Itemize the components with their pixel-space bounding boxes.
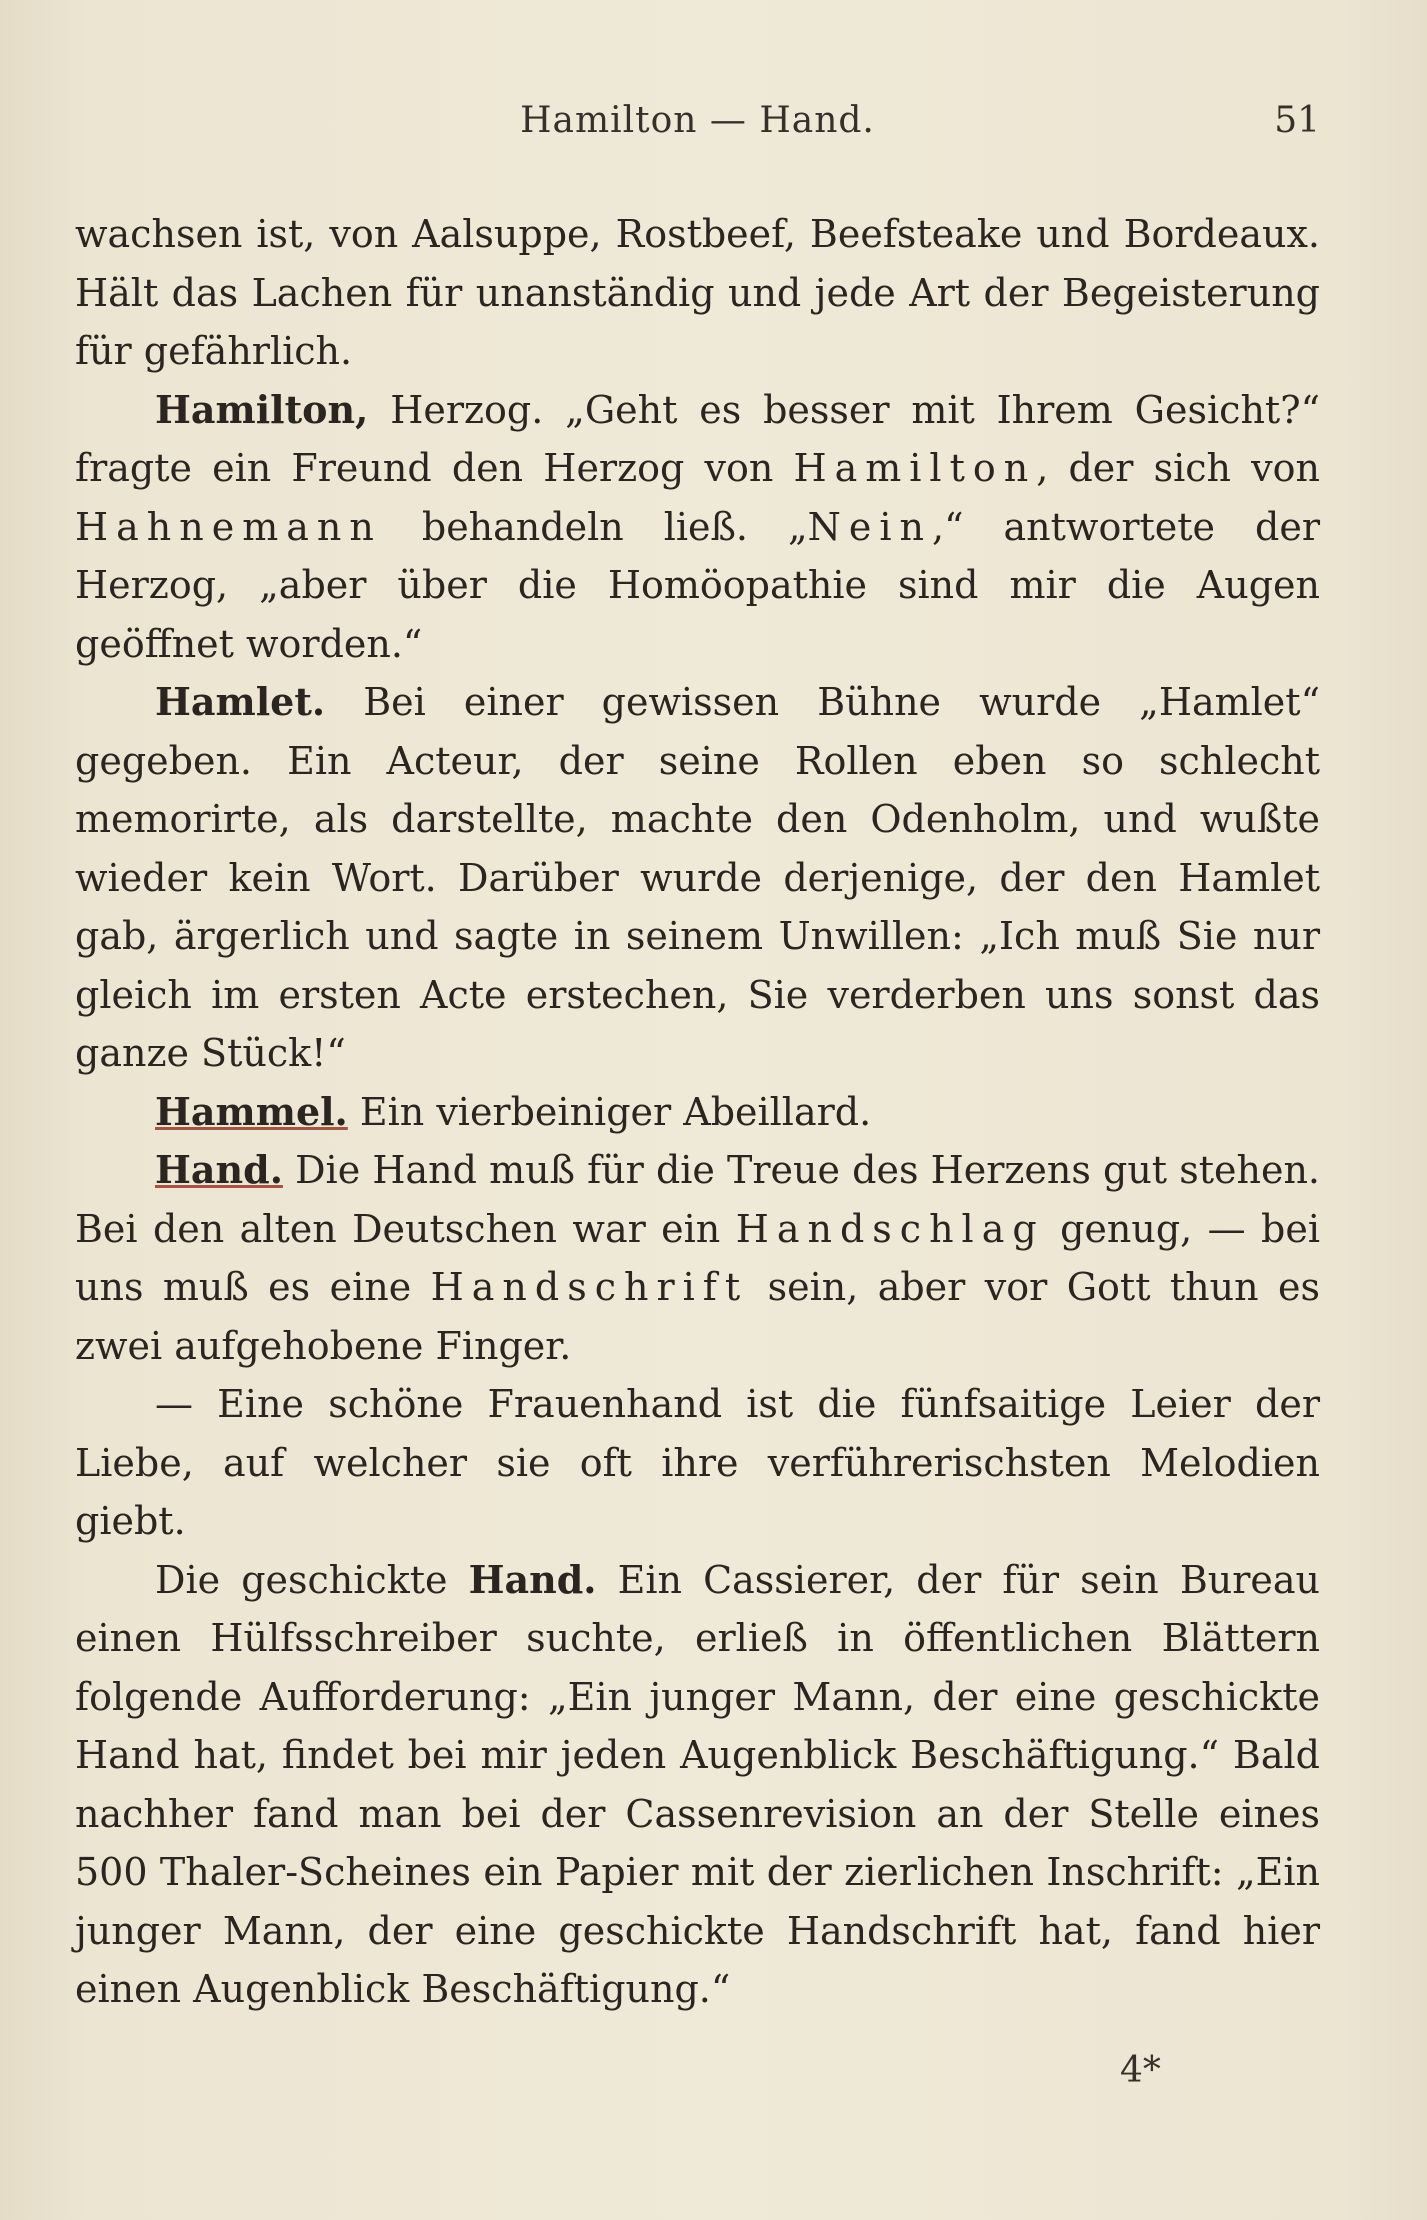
spaced-name: Hahnemann (75, 504, 382, 549)
entry-text: behandeln ließ. „ (381, 504, 808, 549)
signature-mark: 4* (1120, 2050, 1161, 2091)
page-header (75, 100, 1320, 150)
entry-text: Die Hand muß für die Treue des Herzens gut stehen. Bei den alten Deutschen war ein (75, 1148, 1320, 1251)
entry-text: Bei einer gewissen Bühne wurde „Hamlet“ gegeben. Ein Acteur, der seine Rollen eben so schlecht memorirte, als darstellte, machte den Odenholm, und wußte wieder kein Wort. Darüber wurde derjenige, der den Hamlet gab, ärgerlich und sagte in seinem Unwillen: „Ich muß Sie nur gleich im ersten Acte erstechen, Sie verderben uns sonst das ganze Stück!“ (75, 680, 1320, 1075)
entry-hamilton (75, 381, 1320, 674)
entry-text: Ein Cassierer, der für sein Bureau einen Hülfsschreiber suchte, erließ in öffentlichen Blättern folgende Aufforderung: „Ein junger Mann, der eine geschickte Hand hat, findet bei mir jeden Augenblick Beschäftigung.“ Bald nachher fand man bei der Cassenrevision an der Stelle eines 500 Thaler-Scheines ein Papier mit der zierlichen Inschrift: „Ein junger Mann, der eine geschickte Handschrift hat, fand hier einen Augenblick Beschäftigung.“ (75, 1557, 1320, 2011)
page-number: 51 (1274, 100, 1320, 141)
entry-text: genug, — bei uns muß es eine (75, 1206, 1321, 1309)
entry-frauenhand: — Eine schöne Frauenhand ist die fünfsaitige Leier der Liebe, auf welcher sie oft ihre verführerischsten Melodien giebt. (75, 1382, 1320, 1543)
entry-headword: Hamlet. (155, 679, 326, 724)
entry-hammel (75, 1083, 1320, 1142)
entry-text: Herzog. „Geht es besser mit Ihrem Gesicht?“ fragte ein Freund den Herzog von (75, 387, 1320, 490)
spaced-word: Handschrift (430, 1265, 749, 1309)
entry-text: sein, aber vor Gott thun es zwei aufgehobene Finger. (75, 1265, 1320, 1368)
spaced-name: Hamilton (793, 446, 1037, 490)
entry-geschickte-hand (75, 1551, 1320, 2019)
entry-headword: Hammel. (155, 1088, 348, 1134)
entry-hamlet (75, 673, 1320, 1083)
running-head: Hamilton — Hand. (520, 100, 875, 141)
entry-text: ,“ antwortete der Herzog, „aber über die Homöopathie sind mir die Augen geöffnet worden.“ (75, 504, 1320, 666)
spaced-word: Nein (807, 504, 933, 549)
body-text (75, 205, 1320, 2019)
entry-headword: Hamilton, (155, 386, 369, 432)
entry-headword: Hand. (155, 1147, 283, 1192)
paragraph-continuation: wachsen ist, von Aalsuppe, Rostbeef, Beefsteake und Bordeaux. Hält das Lachen für unanständig und jede Art der Begeisterung für gefährlich. (75, 212, 1320, 373)
entry-text: Die geschickte (155, 1557, 469, 1602)
entry-text: , der sich von (1036, 446, 1320, 490)
entry-hand (75, 1141, 1320, 1375)
spaced-word: Handschlag (735, 1206, 1045, 1251)
entry-text: Ein vierbeiniger Abeillard. (347, 1089, 872, 1134)
entry-headword: Hand. (468, 1556, 597, 1602)
